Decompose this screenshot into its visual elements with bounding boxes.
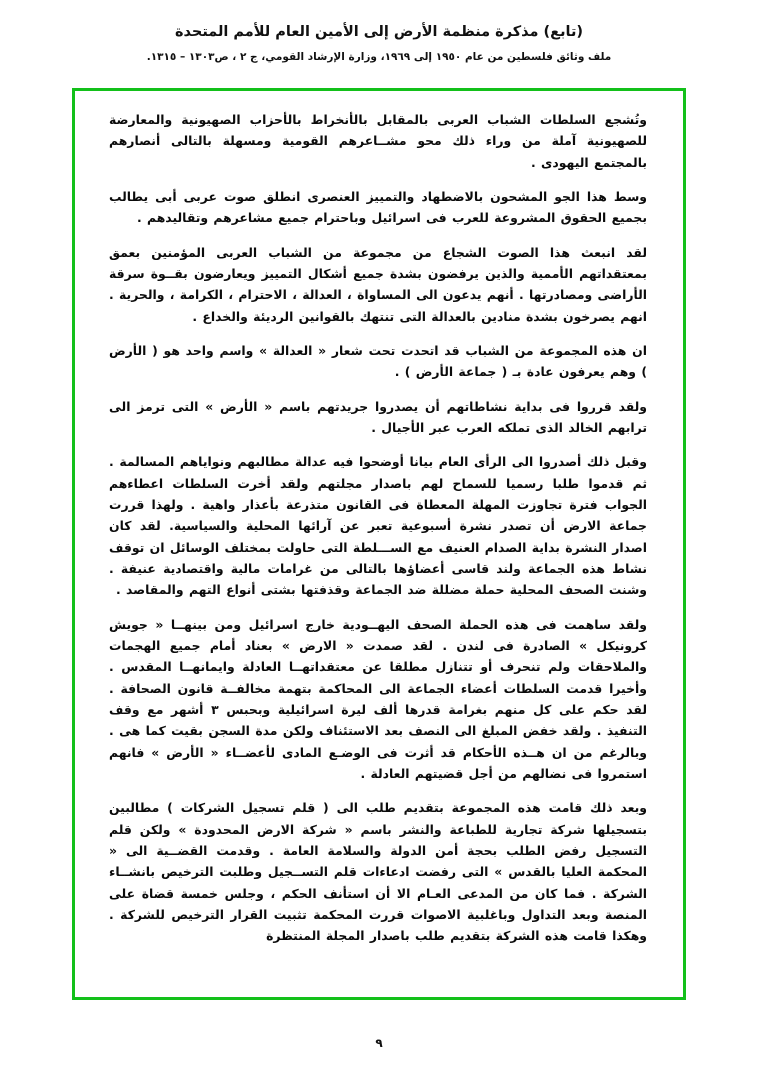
page-title: (تابع) مذكرة منظمة الأرض إلى الأمين العام للأمم المتحدة [174,24,584,40]
paragraph: لقد انبعث هذا الصوت الشجاع من مجموعة من الشباب العربى المؤمنين بعمق بمعتقداتهم الأممية والذين يرفضون بشدة جميع أشكال التمييز ويعارضون بقــوة سرقة الأراضى ومصادرتها . أنهم يدعون الى المساواة ، العدالة ، الاحترام ، الكرامة ، والحرية . انهم يصرخون بشدة منادين بالعدالة التى تنتهك بالقوانين الرديئة والخداع . [109,244,647,324]
paragraph: وبعد ذلك قامت هذه المجموعة بتقديم طلب الى ( قلم تسجيل الشركات ) مطالبين بتسجيلها شركة تجارية للطباعة والنشر باسم « شركة الارض المحدودة » ولكن قلم التسجيل رفض الطلب بحجة أمن الدولة والسلامة العامة . وقدمت القضــية الى « المحكمة العليا بالقدس » التى رفضت ادعاءات قلم التســجيل وطلبت الترخيص بانشــاء الشركة . فما كان من المدعى العـام الا أن استأنف الحكم ، وجلس خمسة قضاة على المنصة وبعد التداول وباغلبية الاصوات قررت المحكمة تثبيت القرار الترخيص للشركة . وهكذا قامت هذه الشركة بتقديم طلب باصدار المجلة المنتظرة [109,800,647,944]
page-number: ٩ [375,1036,383,1050]
paragraph: ولقد ساهمت فى هذه الحملة الصحف اليهــودية خارج اسرائيل ومن بينهــا « جويش كرونيكل » الصادرة فى لندن . لقد صمدت « الارض » بعناد أمام جميع الهجمات والملاحقات ولم تنحرف أو تتنازل مطلقا عن معتقداتهــا العادلة وايمانهــا المقدس . وأخيرا قدمت السلطات أعضاء الجماعة الى المحاكمة بتهمة مخالفــة قانون الصحافة . لقد حكم على كل منهم بغرامة قدرها ألف ليرة اسرائيلية وبحبس ٣ أشهر مع وقف التنفيذ . ولقد خفض المبلغ الى النصف بعد الاستئناف ولكن مدة السجن بقيت كما هى . وبالرغم من ان هــذه الأحكام قد أثرت فى الوضـع المادى لأعضــاء « الأرض » فانهم استمروا فى نضالهم من أجل قضيتهم العادلة . [109,616,648,781]
page-subtitle: ملف وثائق فلسطين من عام ١٩٥٠ إلى ١٩٦٩، وزارة الإرشاد القومي، ج ٢ ، ص١٣٠٣ – ١٣١٥. [146,51,612,64]
document-header [0,0,758,65]
document-body [75,91,683,997]
green-border-frame [72,88,686,1000]
paragraph: ولقد قرروا فى بداية نشاطاتهم أن يصدروا جريدتهم باسم « الأرض » التى ترمز الى ترابهم الخالد الذى تملكه العرب عبر الأجيال . [109,398,647,435]
paragraph: وسط هذا الجو المشحون بالاضطهاد والتمييز العنصرى انطلق صوت عربى أبى يطالب بجميع الحقوق المشروعة للعرب فى اسرائيل وباحترام جميع مشاعرهم وتقاليدهم . [109,188,647,226]
paragraph: وقبل ذلك أصدروا الى الرأى العام بيانا أوضحوا فيه عدالة مطالبهم ونواياهم المسالمة . ثم قدموا طلبا رسميا للسماح لهم باصدار مجلتهم ولقد أخرت السلطات اعطاءهم الجواب فترة تجاوزت المهلة المعطاة فى القانون متذرعة بأعذار واهية . ولهذا قررت جماعة الارض أن تصدر نشرة أسبوعية تعبر عن آرائها المحلية والسياسية. لقد كان اصدار النشرة بداية الصدام العنيف مع الســـلطة التى حاولت بمختلف الوسائل ان توقف نشاط هذه الجماعة ولند قاسى أعضاؤها بالتالى من غرامات مالية واقتصادية عنيفة . وشنت الصحف المحلية حملة مضللة ضد الجماعة وقذفتها بشتى أنواع التهم والمقاصد . [109,454,647,598]
paragraph: ان هذه المجموعة من الشباب قد اتحدت تحت شعار « العدالة » واسم واحد هو ( الأرض ) وهم يعرفون عادة بـ ( جماعة الأرض ) . [109,342,647,380]
paragraph: وتُشجع السلطات الشباب العربى بالمقابل بالأنخراط بالأحزاب الصهيونية والمعارضة للصهيونية آملة من وراء ذلك محو مشــاعرهم القومية ومسهلة بالتالى أنصارهم بالمجتمع اليهودى . [109,112,647,170]
